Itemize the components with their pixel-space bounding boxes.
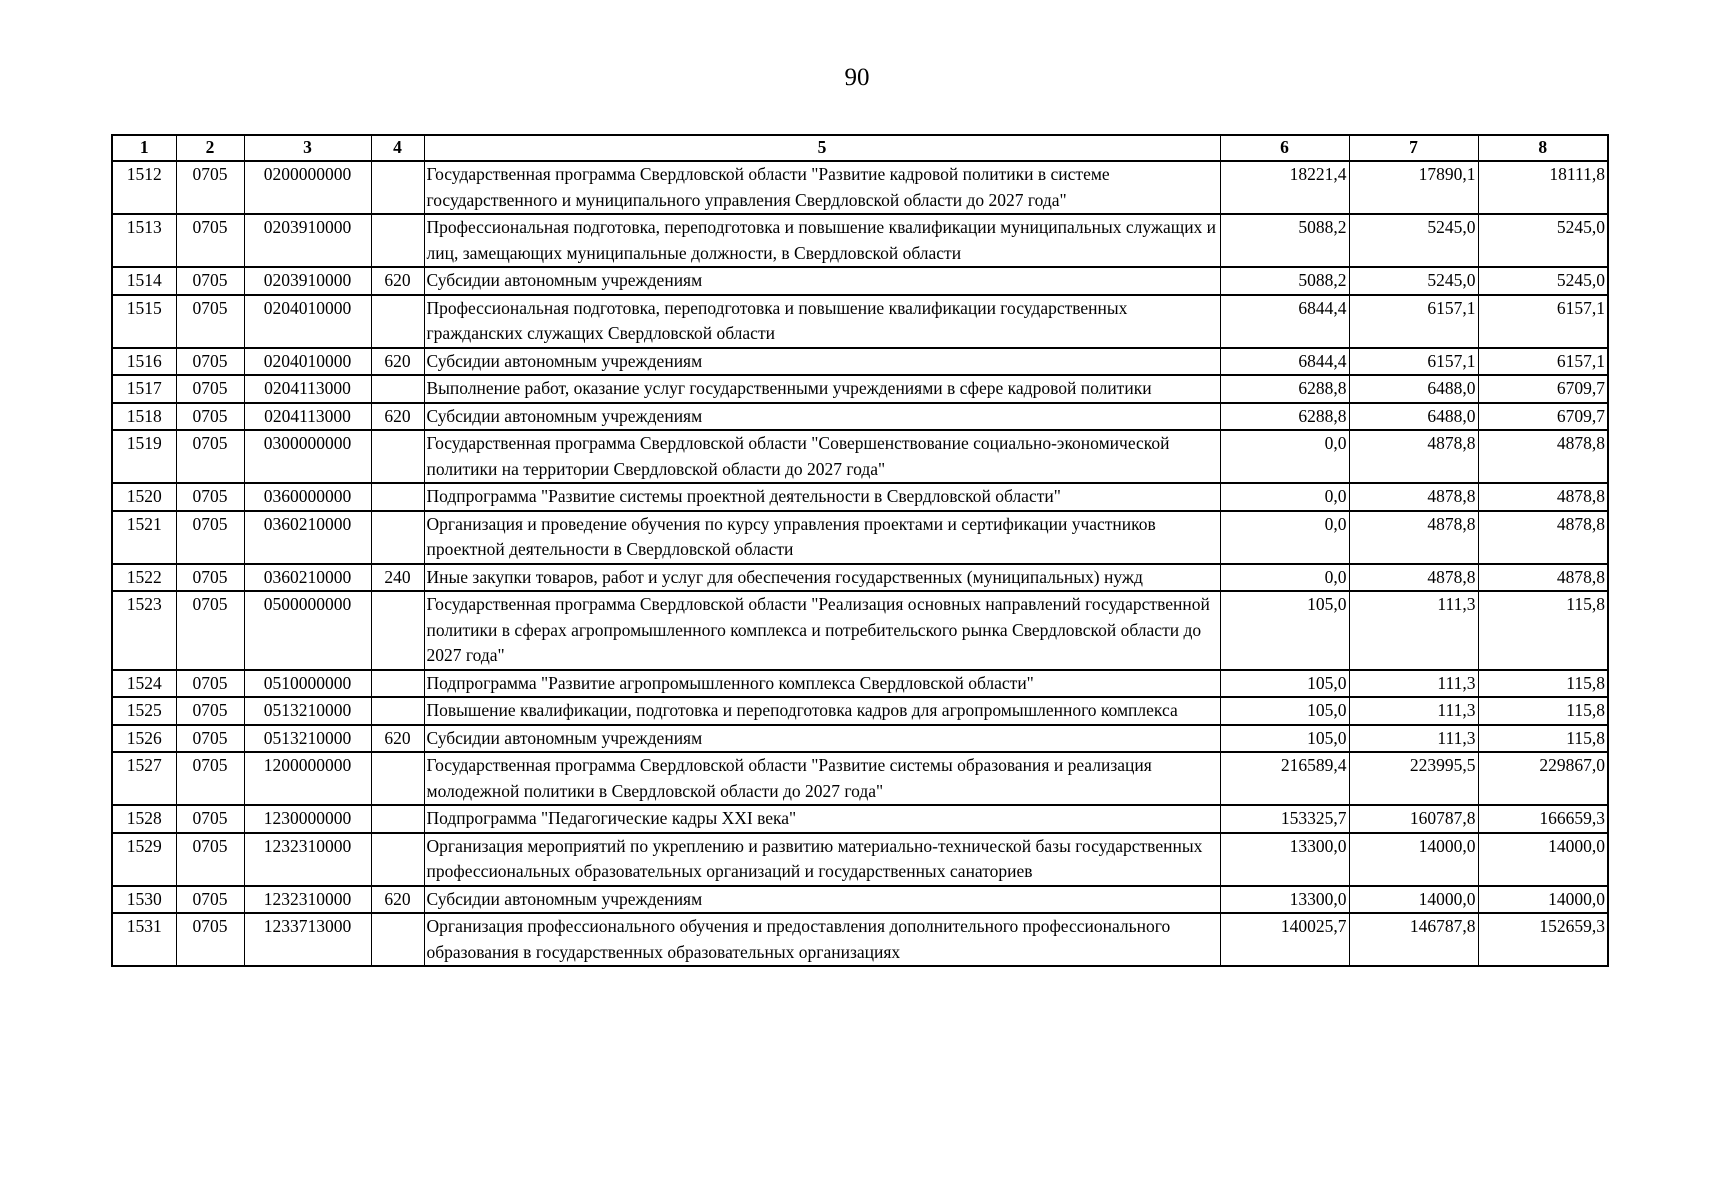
amount-col-8: 115,8 [1478, 697, 1608, 725]
section-code: 0705 [176, 295, 244, 348]
section-code: 0705 [176, 564, 244, 592]
row-number: 1515 [112, 295, 176, 348]
target-article-code: 1232310000 [244, 833, 371, 886]
expense-type-code [371, 161, 424, 214]
item-name: Иные закупки товаров, работ и услуг для обеспечения государственных (муниципальных) нужд [424, 564, 1220, 592]
amount-col-7: 6157,1 [1349, 348, 1478, 376]
table-row [112, 161, 1608, 214]
amount-col-7: 5245,0 [1349, 267, 1478, 295]
amount-col-8: 5245,0 [1478, 267, 1608, 295]
row-number: 1519 [112, 430, 176, 483]
amount-col-8: 166659,3 [1478, 805, 1608, 833]
row-number: 1524 [112, 670, 176, 698]
table-row [112, 483, 1608, 511]
item-name: Подпрограмма "Педагогические кадры XXI века" [424, 805, 1220, 833]
amount-col-6: 5088,2 [1220, 267, 1349, 295]
amount-col-7: 223995,5 [1349, 752, 1478, 805]
amount-col-7: 4878,8 [1349, 511, 1478, 564]
item-name: Субсидии автономным учреждениям [424, 886, 1220, 914]
col-header-2: 2 [176, 135, 244, 161]
amount-col-8: 5245,0 [1478, 214, 1608, 267]
expense-type-code: 620 [371, 267, 424, 295]
amount-col-7: 6488,0 [1349, 375, 1478, 403]
item-name: Субсидии автономным учреждениям [424, 348, 1220, 376]
col-header-5: 5 [424, 135, 1220, 161]
expense-type-code: 240 [371, 564, 424, 592]
amount-col-6: 105,0 [1220, 670, 1349, 698]
section-code: 0705 [176, 833, 244, 886]
row-number: 1530 [112, 886, 176, 914]
amount-col-6: 0,0 [1220, 430, 1349, 483]
table-body [112, 161, 1608, 966]
item-name: Государственная программа Свердловской области "Развитие кадровой политики в системе государственного и муниципального управления Свердловской области до 2027 года" [424, 161, 1220, 214]
item-name: Субсидии автономным учреждениям [424, 403, 1220, 431]
amount-col-8: 6709,7 [1478, 403, 1608, 431]
expense-type-code [371, 670, 424, 698]
expense-type-code [371, 697, 424, 725]
expense-type-code: 620 [371, 348, 424, 376]
expense-type-code: 620 [371, 886, 424, 914]
expense-type-code [371, 295, 424, 348]
target-article-code: 0360210000 [244, 564, 371, 592]
table-row [112, 697, 1608, 725]
table-row [112, 348, 1608, 376]
amount-col-8: 6157,1 [1478, 295, 1608, 348]
amount-col-6: 0,0 [1220, 564, 1349, 592]
page-number: 90 [844, 64, 870, 91]
expense-type-code [371, 511, 424, 564]
expense-type-code [371, 430, 424, 483]
item-name: Субсидии автономным учреждениям [424, 725, 1220, 753]
target-article-code: 0513210000 [244, 725, 371, 753]
row-number: 1521 [112, 511, 176, 564]
table-row [112, 591, 1608, 670]
amount-col-7: 6488,0 [1349, 403, 1478, 431]
table-row [112, 886, 1608, 914]
target-article-code: 0360000000 [244, 483, 371, 511]
amount-col-7: 6157,1 [1349, 295, 1478, 348]
amount-col-6: 18221,4 [1220, 161, 1349, 214]
table-row [112, 913, 1608, 966]
section-code: 0705 [176, 483, 244, 511]
table-row [112, 805, 1608, 833]
target-article-code: 0204113000 [244, 403, 371, 431]
item-name: Организация профессионального обучения и предоставления дополнительного профессионального образования в государственных образовательных организациях [424, 913, 1220, 966]
amount-col-6: 105,0 [1220, 591, 1349, 670]
amount-col-8: 14000,0 [1478, 886, 1608, 914]
row-number: 1527 [112, 752, 176, 805]
col-header-3: 3 [244, 135, 371, 161]
target-article-code: 1200000000 [244, 752, 371, 805]
section-code: 0705 [176, 348, 244, 376]
amount-col-7: 4878,8 [1349, 564, 1478, 592]
section-code: 0705 [176, 267, 244, 295]
amount-col-8: 152659,3 [1478, 913, 1608, 966]
amount-col-7: 17890,1 [1349, 161, 1478, 214]
table-row [112, 833, 1608, 886]
section-code: 0705 [176, 913, 244, 966]
expense-type-code [371, 833, 424, 886]
row-number: 1525 [112, 697, 176, 725]
target-article-code: 0500000000 [244, 591, 371, 670]
col-header-6: 6 [1220, 135, 1349, 161]
amount-col-6: 13300,0 [1220, 886, 1349, 914]
target-article-code: 0360210000 [244, 511, 371, 564]
amount-col-7: 14000,0 [1349, 886, 1478, 914]
amount-col-7: 14000,0 [1349, 833, 1478, 886]
row-number: 1520 [112, 483, 176, 511]
amount-col-8: 4878,8 [1478, 511, 1608, 564]
item-name: Профессиональная подготовка, переподготовка и повышение квалификации государственных гражданских служащих Свердловской области [424, 295, 1220, 348]
section-code: 0705 [176, 805, 244, 833]
row-number: 1516 [112, 348, 176, 376]
section-code: 0705 [176, 752, 244, 805]
section-code: 0705 [176, 591, 244, 670]
amount-col-8: 18111,8 [1478, 161, 1608, 214]
target-article-code: 0200000000 [244, 161, 371, 214]
amount-col-6: 6288,8 [1220, 403, 1349, 431]
target-article-code: 0513210000 [244, 697, 371, 725]
expense-type-code [371, 913, 424, 966]
table-row [112, 430, 1608, 483]
col-header-4: 4 [371, 135, 424, 161]
amount-col-6: 0,0 [1220, 511, 1349, 564]
target-article-code: 0204010000 [244, 295, 371, 348]
section-code: 0705 [176, 430, 244, 483]
amount-col-7: 111,3 [1349, 670, 1478, 698]
expense-type-code [371, 752, 424, 805]
item-name: Государственная программа Свердловской области "Реализация основных направлений государственной политики в сферах агропромышленного комплекса и потребительского рынка Свердловской области до 2027 года" [424, 591, 1220, 670]
item-name: Организация и проведение обучения по курсу управления проектами и сертификации участников проектной деятельности в Свердловской области [424, 511, 1220, 564]
table-row [112, 267, 1608, 295]
amount-col-7: 146787,8 [1349, 913, 1478, 966]
section-code: 0705 [176, 886, 244, 914]
amount-col-6: 5088,2 [1220, 214, 1349, 267]
row-number: 1523 [112, 591, 176, 670]
amount-col-8: 6709,7 [1478, 375, 1608, 403]
target-article-code: 0204010000 [244, 348, 371, 376]
expense-type-code [371, 214, 424, 267]
col-header-7: 7 [1349, 135, 1478, 161]
amount-col-8: 6157,1 [1478, 348, 1608, 376]
item-name: Профессиональная подготовка, переподготовка и повышение квалификации муниципальных служащих и лиц, замещающих муниципальные должности, в Свердловской области [424, 214, 1220, 267]
amount-col-8: 14000,0 [1478, 833, 1608, 886]
item-name: Субсидии автономным учреждениям [424, 267, 1220, 295]
row-number: 1529 [112, 833, 176, 886]
row-number: 1512 [112, 161, 176, 214]
section-code: 0705 [176, 214, 244, 267]
target-article-code: 0203910000 [244, 267, 371, 295]
budget-table [111, 134, 1609, 967]
expense-type-code: 620 [371, 725, 424, 753]
col-header-8: 8 [1478, 135, 1608, 161]
expense-type-code [371, 805, 424, 833]
row-number: 1526 [112, 725, 176, 753]
amount-col-6: 6288,8 [1220, 375, 1349, 403]
amount-col-8: 115,8 [1478, 670, 1608, 698]
row-number: 1517 [112, 375, 176, 403]
header-row [112, 135, 1608, 161]
row-number: 1528 [112, 805, 176, 833]
amount-col-8: 229867,0 [1478, 752, 1608, 805]
target-article-code: 0300000000 [244, 430, 371, 483]
amount-col-7: 111,3 [1349, 725, 1478, 753]
item-name: Повышение квалификации, подготовка и переподготовка кадров для агропромышленного комплекса [424, 697, 1220, 725]
target-article-code: 0204113000 [244, 375, 371, 403]
section-code: 0705 [176, 511, 244, 564]
section-code: 0705 [176, 670, 244, 698]
item-name: Выполнение работ, оказание услуг государственными учреждениями в сфере кадровой политики [424, 375, 1220, 403]
amount-col-7: 4878,8 [1349, 430, 1478, 483]
section-code: 0705 [176, 375, 244, 403]
amount-col-6: 6844,4 [1220, 295, 1349, 348]
amount-col-8: 4878,8 [1478, 430, 1608, 483]
row-number: 1518 [112, 403, 176, 431]
col-header-1: 1 [112, 135, 176, 161]
row-number: 1531 [112, 913, 176, 966]
table-row [112, 670, 1608, 698]
row-number: 1513 [112, 214, 176, 267]
table-row [112, 564, 1608, 592]
table-row [112, 511, 1608, 564]
item-name: Подпрограмма "Развитие агропромышленного комплекса Свердловской области" [424, 670, 1220, 698]
item-name: Организация мероприятий по укреплению и развитию материально-технической базы государственных профессиональных образовательных организаций и государственных санаториев [424, 833, 1220, 886]
expense-type-code [371, 591, 424, 670]
amount-col-8: 4878,8 [1478, 483, 1608, 511]
amount-col-8: 115,8 [1478, 725, 1608, 753]
item-name: Государственная программа Свердловской области "Развитие системы образования и реализация молодежной политики в Свердловской области до 2027 года" [424, 752, 1220, 805]
item-name: Государственная программа Свердловской области "Совершенствование социально-экономической политики на территории Свердловской области до 2027 года" [424, 430, 1220, 483]
target-article-code: 1232310000 [244, 886, 371, 914]
target-article-code: 0203910000 [244, 214, 371, 267]
amount-col-7: 4878,8 [1349, 483, 1478, 511]
expense-type-code [371, 483, 424, 511]
section-code: 0705 [176, 161, 244, 214]
amount-col-8: 4878,8 [1478, 564, 1608, 592]
table-row [112, 375, 1608, 403]
row-number: 1514 [112, 267, 176, 295]
table-row [112, 295, 1608, 348]
expense-type-code: 620 [371, 403, 424, 431]
amount-col-6: 105,0 [1220, 697, 1349, 725]
table-row [112, 752, 1608, 805]
amount-col-6: 0,0 [1220, 483, 1349, 511]
target-article-code: 1230000000 [244, 805, 371, 833]
amount-col-8: 115,8 [1478, 591, 1608, 670]
target-article-code: 1233713000 [244, 913, 371, 966]
table-row [112, 214, 1608, 267]
item-name: Подпрограмма "Развитие системы проектной деятельности в Свердловской области" [424, 483, 1220, 511]
expense-type-code [371, 375, 424, 403]
amount-col-7: 160787,8 [1349, 805, 1478, 833]
amount-col-7: 111,3 [1349, 591, 1478, 670]
section-code: 0705 [176, 725, 244, 753]
target-article-code: 0510000000 [244, 670, 371, 698]
amount-col-6: 105,0 [1220, 725, 1349, 753]
row-number: 1522 [112, 564, 176, 592]
amount-col-6: 140025,7 [1220, 913, 1349, 966]
amount-col-6: 153325,7 [1220, 805, 1349, 833]
table-row [112, 403, 1608, 431]
amount-col-6: 13300,0 [1220, 833, 1349, 886]
amount-col-6: 216589,4 [1220, 752, 1349, 805]
section-code: 0705 [176, 697, 244, 725]
amount-col-6: 6844,4 [1220, 348, 1349, 376]
section-code: 0705 [176, 403, 244, 431]
amount-col-7: 111,3 [1349, 697, 1478, 725]
table-row [112, 725, 1608, 753]
amount-col-7: 5245,0 [1349, 214, 1478, 267]
